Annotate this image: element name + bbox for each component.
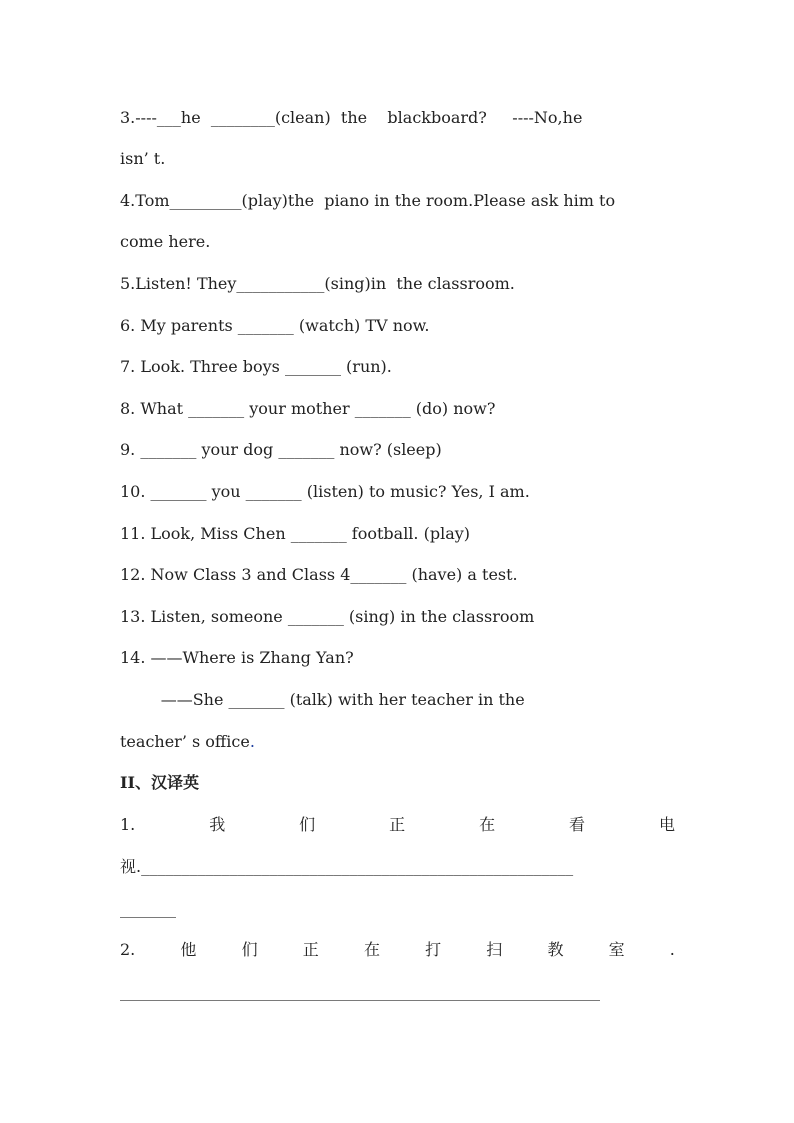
- translation-2-char: 在: [363, 940, 380, 959]
- question-13: 13. Listen, someone _______ (sing) in the classroom: [120, 607, 535, 626]
- question-14-line1: 14. ——Where is Zhang Yan?: [120, 648, 354, 667]
- translation-2-char: .: [669, 940, 675, 959]
- question-9: 9. _______ your dog _______ now? (sleep): [120, 440, 442, 459]
- translation-1-char: 正: [389, 815, 406, 834]
- translation-1-char: 我: [209, 815, 226, 834]
- question-8: 8. What _______ your mother _______ (do) now?: [120, 399, 496, 418]
- translation-2-char: 正: [302, 940, 319, 959]
- question-14-line3: [120, 732, 255, 752]
- question-11: 11. Look, Miss Chen _______ football. (play): [120, 524, 471, 543]
- question-4-line2: come here.: [120, 232, 211, 251]
- translation-1-line2: 视.______________________________________________________: [120, 857, 574, 876]
- question-3-line2: isn’ t.: [120, 149, 166, 168]
- question-4-line1: 4.Tom_________(play)the piano in the room.Please ask him to: [120, 191, 616, 210]
- translation-1-line3: _______: [120, 899, 176, 918]
- translation-1-char: 看: [569, 815, 586, 834]
- translation-2-char: 他: [180, 940, 197, 959]
- translation-2-char: 室: [608, 940, 625, 959]
- translation-1-number: 1.: [120, 815, 136, 834]
- question-3-line1: 3.----___he ________(clean) the blackboard? ----No,he: [120, 108, 583, 127]
- question-10: 10. _______ you _______ (listen) to music? Yes, I am.: [120, 482, 530, 501]
- translation-1-char: 电: [658, 815, 675, 834]
- translation-2-line1: [120, 940, 675, 960]
- question-12: 12. Now Class 3 and Class 4_______ (have) a test.: [120, 565, 518, 584]
- question-14-line2: ——She _______ (talk) with her teacher in the: [120, 690, 525, 709]
- translation-2-char: 打: [425, 940, 442, 959]
- translation-2-number: 2.: [120, 940, 136, 959]
- translation-1-line1: [120, 815, 675, 835]
- question-6: 6. My parents _______ (watch) TV now.: [120, 316, 430, 335]
- translation-2-line2: ____________________________________________________________: [120, 982, 600, 1001]
- translation-1-char: 们: [299, 815, 316, 834]
- question-14-line3-text: teacher’ s office: [120, 732, 250, 751]
- translation-2-char: 教: [547, 940, 564, 959]
- question-7: 7. Look. Three boys _______ (run).: [120, 357, 392, 376]
- translation-2-char: 扫: [486, 940, 503, 959]
- question-5: 5.Listen! They___________(sing)in the classroom.: [120, 274, 515, 293]
- translation-2-char: 们: [241, 940, 258, 959]
- question-14-period: .: [249, 732, 255, 751]
- section-2-title: II、汉译英: [120, 773, 199, 792]
- translation-1-char: 在: [479, 815, 496, 834]
